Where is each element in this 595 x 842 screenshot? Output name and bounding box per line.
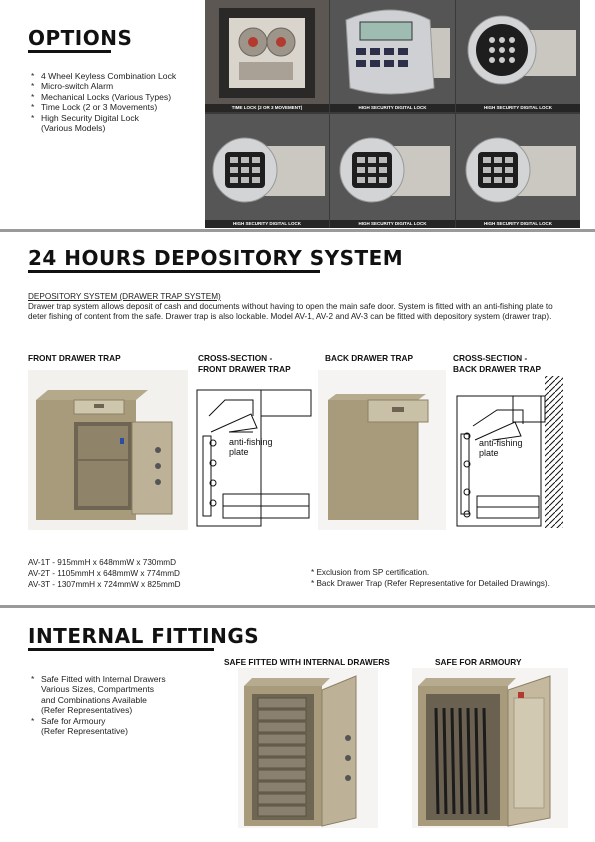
anti-fishing-label: anti-fishing [479, 438, 523, 448]
photo-caption: HIGH SECURITY DIGITAL LOCK [330, 104, 455, 112]
section-divider [0, 229, 595, 232]
photo-caption: HIGH SECURITY DIGITAL LOCK [330, 220, 455, 228]
digital-lock-image [330, 114, 455, 228]
photo-caption: TIME LOCK (2 OR 3 MOVEMENT) [205, 104, 329, 112]
list-item: * High Security Digital Lock [31, 113, 201, 123]
digital-lock-photo-4 [330, 114, 455, 228]
cross-section-back-diagram [453, 374, 565, 530]
list-item: * Micro-switch Alarm [31, 81, 201, 91]
digital-lock-photo-1 [330, 0, 455, 112]
list-item: and Combinations Available [41, 694, 147, 705]
depository-subtitle: DEPOSITORY SYSTEM (DRAWER TRAP SYSTEM) [28, 292, 221, 301]
safe-armoury-image [412, 668, 568, 828]
list-item: * Mechanical Locks (Various Types) [31, 92, 201, 102]
dimension-av2t: AV-2T - 1105mmH x 648mmW x 774mmD [28, 569, 180, 578]
section-divider [0, 605, 595, 608]
depository-title: 24 HOURS DEPOSITORY SYSTEM [28, 246, 404, 270]
depository-title-underline [28, 270, 320, 273]
photo-caption: HIGH SECURITY DIGITAL LOCK [205, 220, 329, 228]
list-item: * Time Lock (2 or 3 Movements) [31, 102, 201, 112]
back-drawer-trap-heading: BACK DRAWER TRAP [325, 353, 414, 363]
list-item: (Various Models) [41, 123, 106, 134]
list-item: * 4 Wheel Keyless Combination Lock [31, 71, 201, 81]
anti-fishing-label: plate [479, 448, 499, 458]
digital-lock-photo-3 [205, 114, 329, 228]
list-item: Various Sizes, Compartments [41, 684, 155, 695]
options-bullet-list [31, 71, 201, 133]
digital-lock-image [205, 114, 329, 228]
digital-lock-image [456, 0, 580, 112]
fittings-title: INTERNAL FITTINGS [28, 624, 260, 648]
anti-fishing-label: plate [229, 447, 249, 457]
dimension-av1t: AV-1T - 915mmH x 648mmW x 730mmD [28, 558, 177, 567]
cross-section-back-heading-1: CROSS-SECTION - [453, 353, 528, 363]
cross-section-front-heading-2: FRONT DRAWER TRAP [198, 364, 291, 374]
note-back-drawer: * Back Drawer Trap (Refer Representative for Detailed Drawings). [311, 579, 550, 588]
digital-lock-photo-5 [456, 114, 580, 228]
back-drawer-trap-safe-image [318, 370, 446, 530]
safe-internal-drawers-heading: SAFE FITTED WITH INTERNAL DRAWERS [224, 657, 390, 667]
cross-section-back-heading-2: BACK DRAWER TRAP [453, 364, 542, 374]
time-lock-photo [205, 0, 329, 112]
digital-lock-image [330, 0, 455, 112]
photo-caption: HIGH SECURITY DIGITAL LOCK [456, 220, 580, 228]
digital-lock-image [456, 114, 580, 228]
time-lock-image [205, 0, 329, 112]
list-item: (Refer Representative) [41, 726, 128, 737]
options-title-underline [28, 50, 111, 53]
options-title: OPTIONS [28, 26, 133, 50]
fittings-title-underline [28, 648, 214, 651]
photo-caption: HIGH SECURITY DIGITAL LOCK [456, 104, 580, 112]
anti-fishing-label: anti-fishing [229, 437, 273, 447]
depository-description: Drawer trap system allows deposit of cash and documents without having to open the main safe door. System is fitted with an anti-fishing plate to deter fishing of content from the safe. Drawer trap is also lockable. Model AV-1, AV-2 and AV-3 can be fitted with depository system (drawer trap). [28, 302, 553, 321]
front-drawer-trap-safe-image [28, 370, 188, 530]
front-drawer-trap-heading: FRONT DRAWER TRAP [28, 353, 121, 363]
dimension-av3t: AV-3T - 1307mmH x 724mmW x 825mmD [28, 580, 181, 589]
list-item: (Refer Representatives) [41, 705, 133, 716]
fittings-bullet-list [31, 674, 211, 736]
list-item: * Safe for Armoury [31, 716, 211, 726]
safe-internal-drawers-image [238, 668, 378, 828]
digital-lock-photo-2 [456, 0, 580, 112]
note-sp-exclusion: * Exclusion from SP certification. [311, 568, 430, 577]
cross-section-front-diagram [195, 388, 315, 528]
cross-section-front-heading-1: CROSS-SECTION - [198, 353, 273, 363]
safe-armoury-heading: SAFE FOR ARMOURY [435, 657, 522, 667]
list-item: * Safe Fitted with Internal Drawers [31, 674, 211, 684]
